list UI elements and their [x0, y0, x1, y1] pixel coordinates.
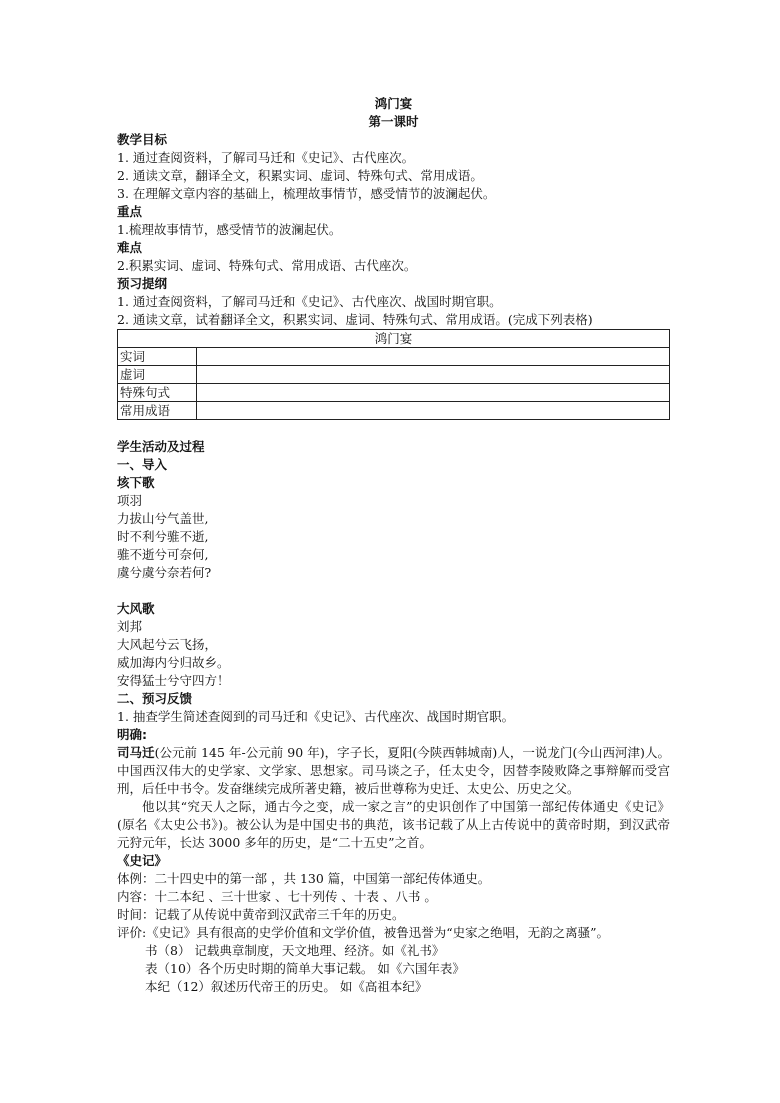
preview-heading: 预习提纲	[117, 276, 168, 291]
table-cell	[197, 366, 670, 384]
vocab-table	[117, 329, 670, 420]
poem-title: 垓下歌	[117, 475, 155, 490]
goal-item: 3. 在理解文章内容的基础上，梳理故事情节，感受情节的波澜起伏。	[117, 186, 496, 201]
shiji-sub-line: 表（10）各个历史时期的简单大事记载。 如《六国年表》	[145, 961, 465, 976]
poem-line: 虞兮虞兮奈若何?	[117, 565, 212, 580]
poem-title: 大风歌	[117, 601, 155, 616]
preview-item: 1. 通过查阅资料，了解司马迁和《史记》、古代座次、战国时期官职。	[117, 294, 502, 309]
shiji-paragraph: 他以其“究天人之际，通古今之变，成一家之言”的史识创作了中国第一部纪传体通史《史记》(原名《太史公书》)。被公认为是中国史书的典范，该书记载了从上古传说中的黄帝时期，到汉武帝元狩元年，长达 3000 多年的历史，是“二十五史”之首。	[117, 799, 670, 850]
sima-paragraph	[117, 744, 670, 798]
feedback-item: 1. 抽查学生简述查阅到的司马迁和《史记》、古代座次、战国时期官职。	[117, 709, 515, 724]
difficult-heading: 难点	[117, 240, 143, 255]
table-row-label: 常用成语	[118, 402, 197, 420]
goal-item: 1. 通过查阅资料，了解司马迁和《史记》、古代座次。	[117, 150, 415, 165]
poem-line: 力拔山兮气盖世,	[117, 511, 209, 526]
document-body	[117, 95, 670, 996]
shiji-line: 体例：二十四史中的第一部 ，共 130 篇，中国第一部纪传体通史。	[117, 871, 491, 886]
goal-item: 2. 通读文章，翻译全文，积累实词、虚词、特殊句式、常用成语。	[117, 168, 483, 183]
poem-author: 项羽	[117, 493, 143, 508]
poem-line: 威加海内兮归故乡。	[117, 655, 230, 670]
shiji-line: 评价:《史记》具有很高的史学价值和文学价值，被鲁迅誉为“史家之绝唱，无韵之离骚”。	[117, 925, 609, 940]
key-text: 1.梳理故事情节，感受情节的波澜起伏。	[117, 222, 342, 237]
table-row-label: 实词	[118, 348, 197, 366]
shiji-sub-line: 本纪（12）叙述历代帝王的历史。 如《高祖本纪》	[145, 979, 428, 994]
page-title: 鸿门宴	[374, 96, 413, 111]
shiji-sub-line: 书（8） 记载典章制度，天文地理、经济。如《礼书》	[145, 943, 445, 958]
shiji-line: 时间：记载了从传说中黄帝到汉武帝三千年的历史。	[117, 907, 405, 922]
poem-line: 大风起兮云飞扬，	[117, 637, 218, 652]
clarify-label: 明确:	[117, 727, 147, 742]
table-row	[118, 366, 670, 384]
key-heading: 重点	[117, 204, 143, 219]
table-header: 鸿门宴	[118, 330, 670, 348]
spacer	[117, 582, 670, 600]
goals-heading: 教学目标	[117, 132, 168, 147]
difficult-text: 2.积累实词、虚词、特殊句式、常用成语、古代座次。	[117, 258, 417, 273]
table-cell	[197, 348, 670, 366]
sima-text: (公元前 145 年-公元前 90 年)，字子长，夏阳(今陕西韩城南)人，一说龙门(今山西河津)人。中国西汉伟大的史学家、文学家、思想家。司马谈之子，任太史令，因替李陵败降之事辩解而受宫刑，后任中书令。发奋继续完成所著史籍，被后世尊称为史迁、太史公、历史之父。	[117, 745, 670, 796]
table-row-label: 特殊句式	[118, 384, 197, 402]
poem-line: 时不利兮骓不逝,	[117, 529, 209, 544]
table-row	[118, 402, 670, 420]
table-cell	[197, 402, 670, 420]
table-row	[118, 384, 670, 402]
table-cell	[197, 384, 670, 402]
page-subtitle: 第一课时	[368, 114, 419, 129]
poem-author: 刘邦	[117, 619, 143, 634]
preview-item: 2. 通读文章，试着翻译全文，积累实词、虚词、特殊句式、常用成语。(完成下列表格)	[117, 312, 593, 327]
table-row-label: 虚词	[118, 366, 197, 384]
section-heading: 一、导入	[117, 457, 168, 472]
poem-line: 安得猛士兮守四方！	[117, 673, 230, 688]
shiji-line: 内容：十二本纪 、三十世家 、七十列传 、十表 、八书 。	[117, 889, 437, 904]
shiji-heading: 《史记》	[117, 853, 168, 868]
spacer	[117, 420, 670, 438]
sima-name: 司马迁	[117, 745, 155, 760]
poem-line: 骓不逝兮可奈何,	[117, 547, 209, 562]
section-heading: 二、预习反馈	[117, 691, 193, 706]
table-row	[118, 348, 670, 366]
activity-heading: 学生活动及过程	[117, 439, 205, 454]
